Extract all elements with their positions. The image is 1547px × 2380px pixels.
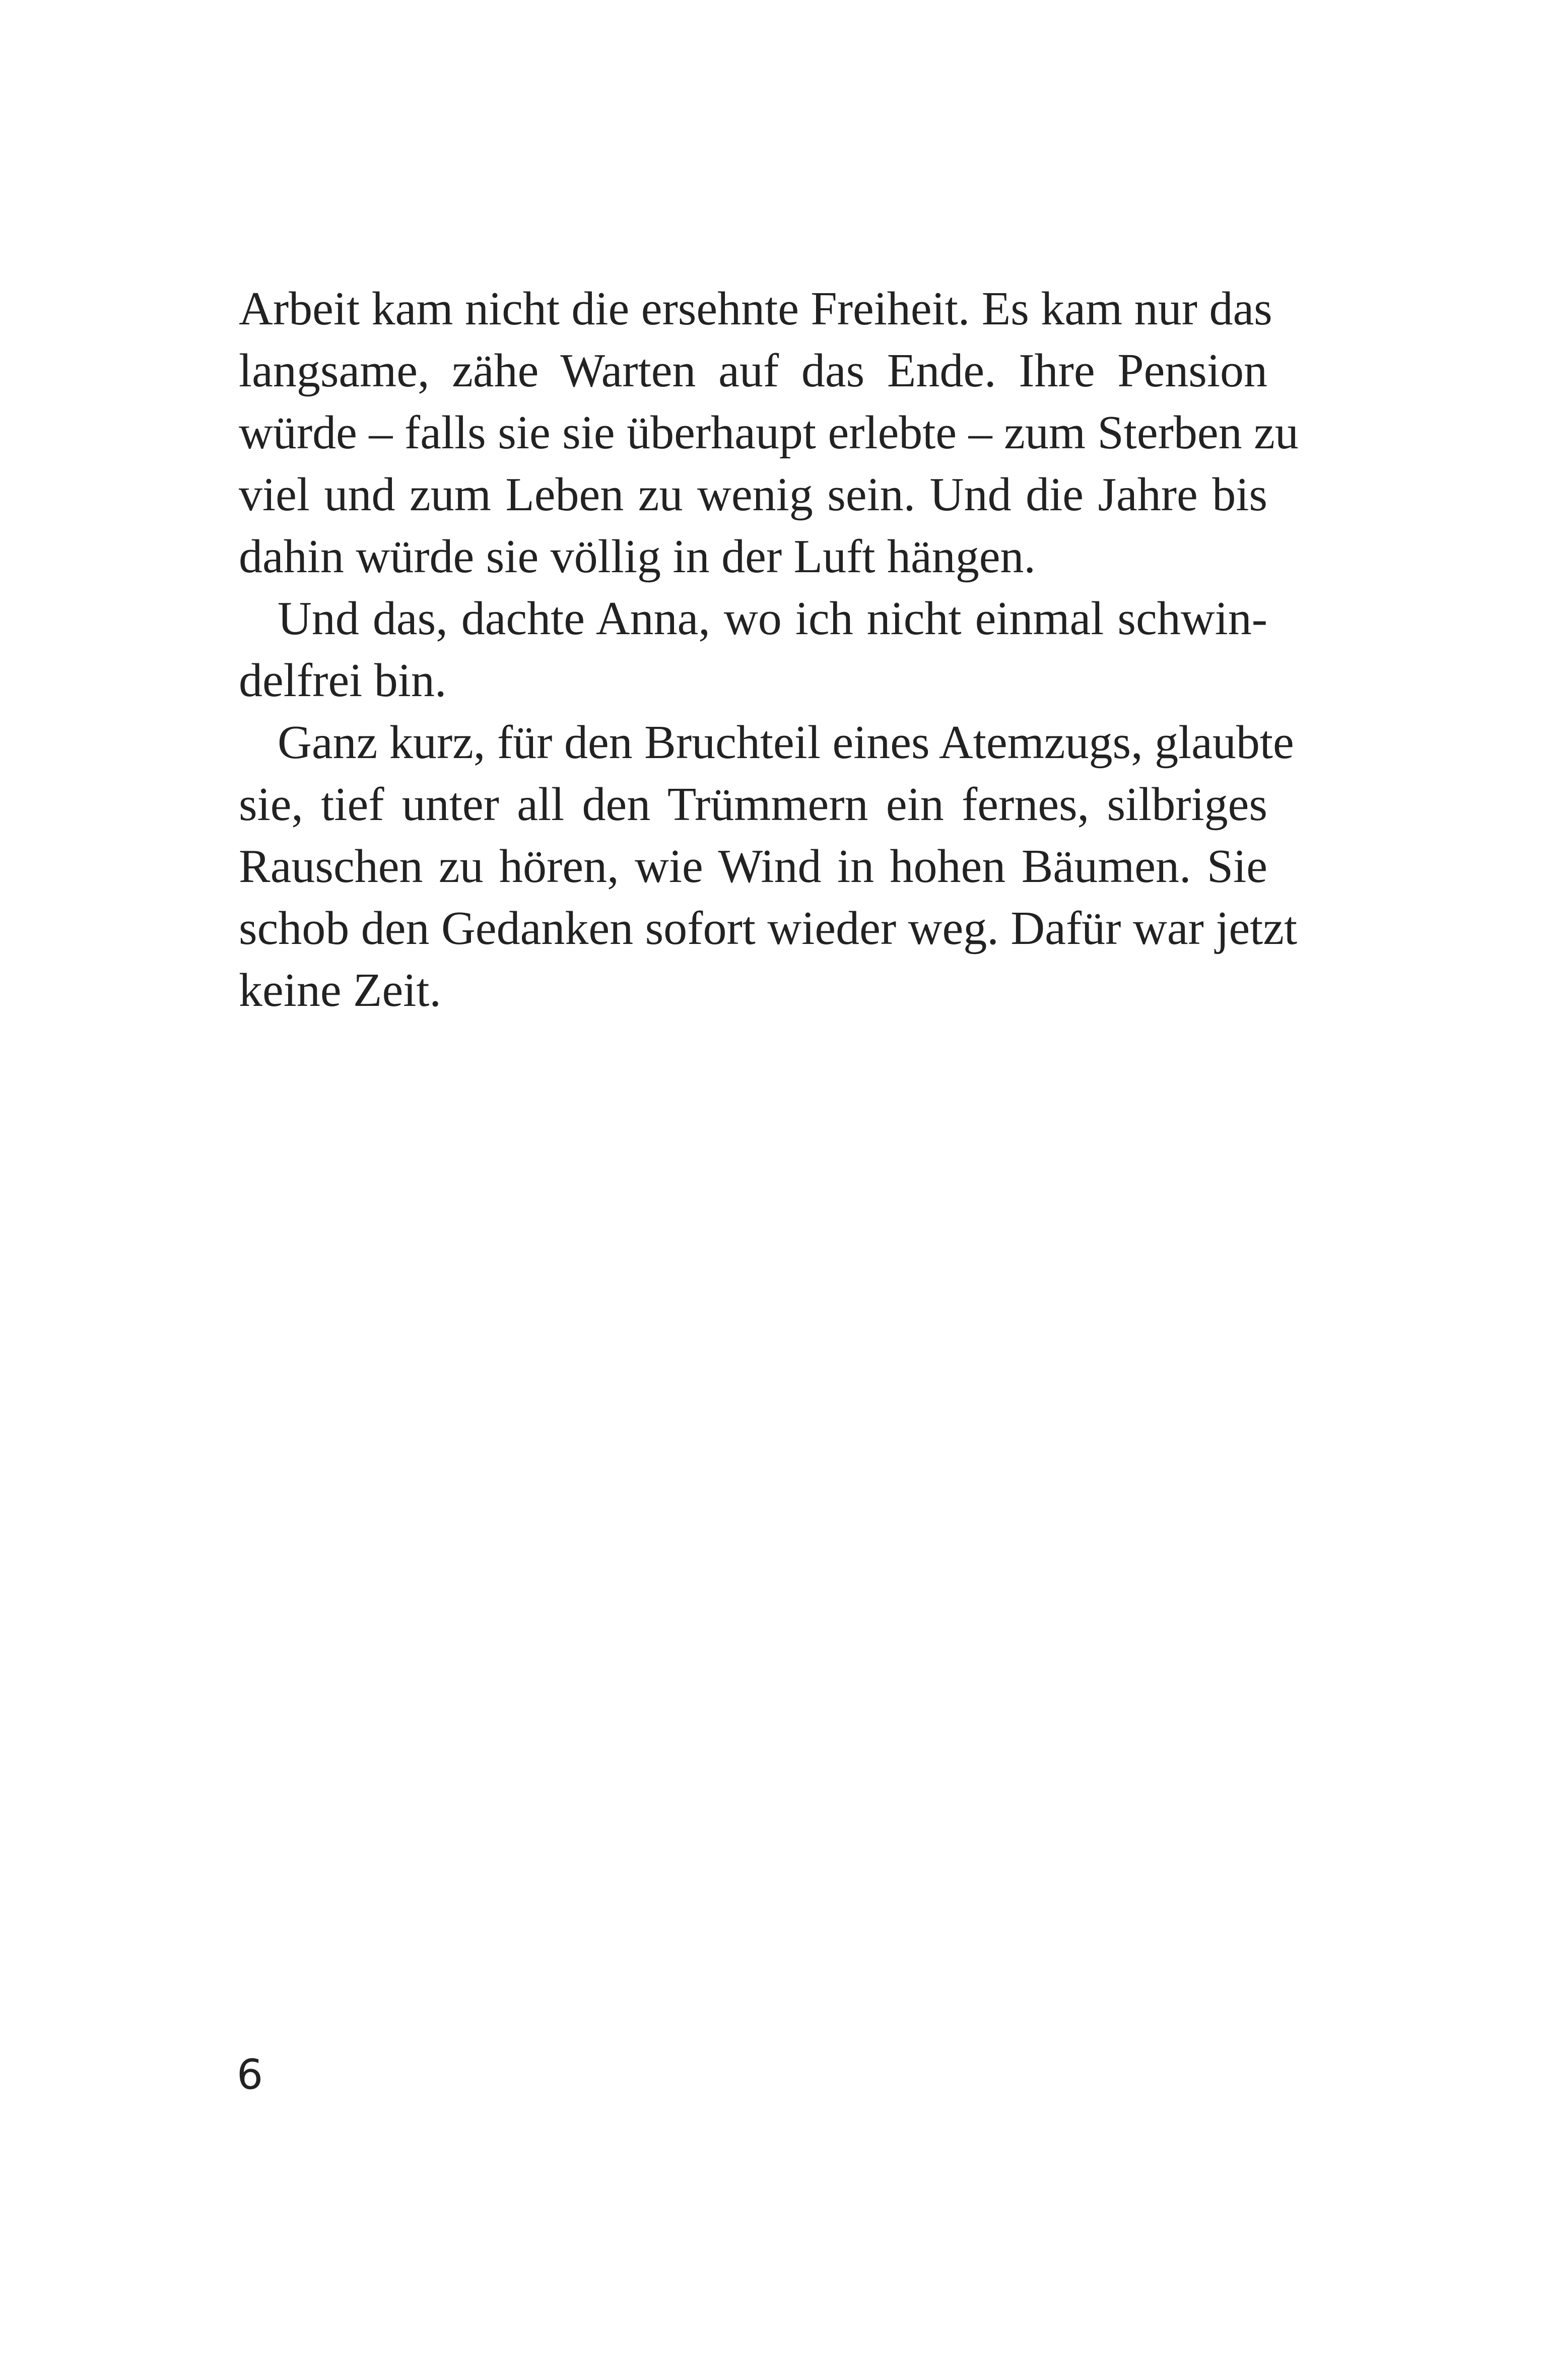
text-line: keine Zeit. bbox=[239, 964, 441, 1016]
text-line: würde – falls sie sie überhaupt erlebte – zum Sterben zu bbox=[239, 406, 1299, 459]
text-line: Arbeit kam nicht die ersehnte Freiheit. Es kam nur das bbox=[239, 283, 1272, 335]
page-number: 6 bbox=[237, 2051, 263, 2099]
body-text bbox=[239, 278, 1299, 1022]
text-line: delfrei bin. bbox=[239, 654, 447, 707]
text-line: Ganz kurz, für den Bruchteil eines Atemzugs, glaubte bbox=[278, 716, 1294, 769]
text-line: langsame, zähe Warten auf das Ende. Ihre Pension bbox=[239, 345, 1267, 397]
text-line: sie, tief unter all den Trümmern ein fernes, silbriges bbox=[239, 778, 1267, 831]
text-line: Und das, dachte Anna, wo ich nicht einmal schwin- bbox=[278, 592, 1267, 645]
text-line: dahin würde sie völlig in der Luft hängen. bbox=[239, 530, 1036, 583]
text-line: schob den Gedanken sofort wieder weg. Dafür war jetzt bbox=[239, 902, 1298, 955]
text-line: viel und zum Leben zu wenig sein. Und die Jahre bis bbox=[239, 468, 1267, 521]
text-line: Rauschen zu hören, wie Wind in hohen Bäumen. Sie bbox=[239, 840, 1267, 893]
